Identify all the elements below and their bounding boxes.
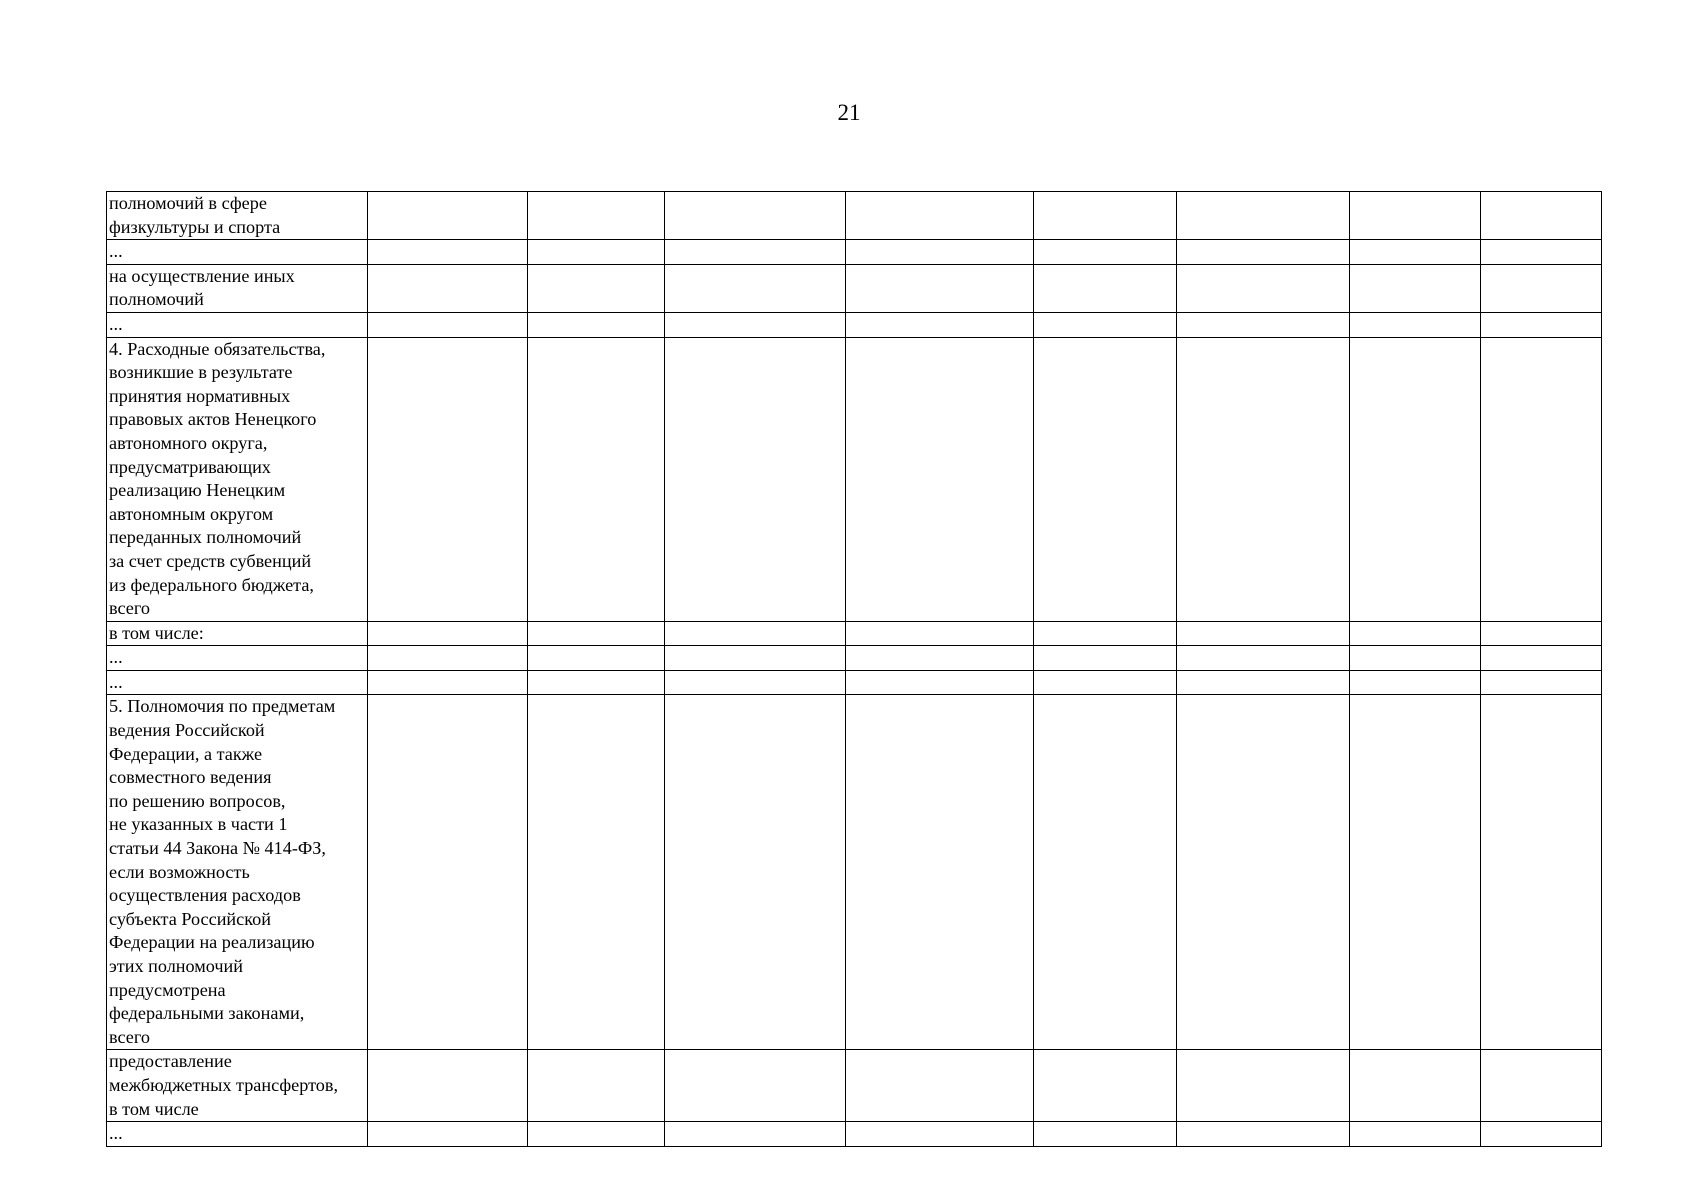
table-cell — [368, 240, 528, 265]
row-label-cell: в том числе: — [107, 621, 368, 646]
table-cell — [846, 695, 1034, 1050]
table-cell — [1177, 264, 1350, 312]
table-cell — [1350, 695, 1481, 1050]
table-cell — [1481, 337, 1602, 621]
table-cell — [1481, 646, 1602, 671]
table-cell — [528, 646, 665, 671]
table-cell — [1350, 312, 1481, 337]
table-cell — [528, 695, 665, 1050]
row-label-cell: ... — [107, 670, 368, 695]
table-cell — [1177, 646, 1350, 671]
row-label-cell: предоставление межбюджетных трансфертов, в том числе — [107, 1050, 368, 1122]
table-cell — [368, 264, 528, 312]
table-cell — [368, 1122, 528, 1147]
table-cell — [1481, 695, 1602, 1050]
table-cell — [665, 670, 846, 695]
table-cell — [1177, 312, 1350, 337]
table-cell — [665, 1050, 846, 1122]
table-cell — [528, 312, 665, 337]
table-cell — [1177, 337, 1350, 621]
table-row — [107, 621, 1602, 646]
table-cell — [368, 337, 528, 621]
row-label-cell: на осуществление иных полномочий — [107, 264, 368, 312]
table-cell — [665, 1122, 846, 1147]
table-cell — [1034, 646, 1177, 671]
table-cell — [1034, 695, 1177, 1050]
table-row — [107, 670, 1602, 695]
table-cell — [1034, 670, 1177, 695]
table-cell — [1177, 1122, 1350, 1147]
table-cell — [528, 1122, 665, 1147]
table-cell — [846, 670, 1034, 695]
table-cell — [368, 1050, 528, 1122]
table-cell — [665, 646, 846, 671]
table-row — [107, 312, 1602, 337]
row-label-cell: ... — [107, 240, 368, 265]
table-cell — [1481, 192, 1602, 240]
table-cell — [1350, 264, 1481, 312]
table-cell — [1481, 312, 1602, 337]
table-cell — [665, 621, 846, 646]
table-cell — [368, 646, 528, 671]
table-row — [107, 695, 1602, 1050]
table-row — [107, 1050, 1602, 1122]
table-cell — [1177, 240, 1350, 265]
table-row — [107, 264, 1602, 312]
table-cell — [1177, 192, 1350, 240]
table-cell — [528, 670, 665, 695]
table-cell — [1481, 240, 1602, 265]
table-cell — [1350, 1122, 1481, 1147]
table-cell — [528, 621, 665, 646]
table-cell — [368, 192, 528, 240]
table-cell — [846, 240, 1034, 265]
table-cell — [1034, 621, 1177, 646]
table-cell — [665, 264, 846, 312]
row-label-cell: 5. Полномочия по предметам ведения Российской Федерации, а также совместного ведения по решению вопросов, не указанных в части 1 статьи 44 Закона № 414-ФЗ, если возможность осуществления расходов субъекта Российской Федерации на реализацию этих полномочий предусмотрена федеральными законами, всего — [107, 695, 368, 1050]
table-cell — [1481, 1122, 1602, 1147]
budget-obligations-table — [106, 191, 1602, 1147]
table-cell — [1481, 670, 1602, 695]
table-cell — [528, 1050, 665, 1122]
table-cell — [1034, 1050, 1177, 1122]
table-cell — [1177, 1050, 1350, 1122]
table-row — [107, 192, 1602, 240]
row-label-cell: полномочий в сфере физкультуры и спорта — [107, 192, 368, 240]
table-cell — [1350, 337, 1481, 621]
table-cell — [1350, 192, 1481, 240]
table-cell — [665, 240, 846, 265]
row-label-cell: 4. Расходные обязательства, возникшие в результате принятия нормативных правовых актов Ненецкого автономного округа, предусматривающих реализацию Ненецким автономным округом переданных полномочий за счет средств субвенций из федерального бюджета, всего — [107, 337, 368, 621]
table-cell — [368, 621, 528, 646]
table-cell — [846, 192, 1034, 240]
page-number: 21 — [837, 100, 861, 125]
table-cell — [1350, 240, 1481, 265]
row-label-cell: ... — [107, 312, 368, 337]
table-cell — [1034, 1122, 1177, 1147]
table-cell — [528, 240, 665, 265]
table-cell — [528, 192, 665, 240]
row-label-cell: ... — [107, 646, 368, 671]
table-row — [107, 240, 1602, 265]
table-cell — [368, 695, 528, 1050]
table-cell — [1034, 240, 1177, 265]
table-cell — [368, 312, 528, 337]
table-cell — [846, 1122, 1034, 1147]
table-cell — [1350, 670, 1481, 695]
table-cell — [1481, 264, 1602, 312]
table-cell — [528, 264, 665, 312]
table-cell — [1481, 1050, 1602, 1122]
table-cell — [846, 621, 1034, 646]
table-cell — [665, 312, 846, 337]
table-cell — [1034, 264, 1177, 312]
table-cell — [846, 337, 1034, 621]
table-cell — [1177, 695, 1350, 1050]
table-cell — [665, 192, 846, 240]
row-label-cell: ... — [107, 1122, 368, 1147]
table-row — [107, 646, 1602, 671]
table-cell — [665, 695, 846, 1050]
table-cell — [1034, 192, 1177, 240]
table-cell — [1350, 621, 1481, 646]
table-row — [107, 337, 1602, 621]
table-cell — [368, 670, 528, 695]
table-cell — [1177, 621, 1350, 646]
table-cell — [846, 264, 1034, 312]
table-cell — [1034, 337, 1177, 621]
table-cell — [846, 312, 1034, 337]
table-cell — [665, 337, 846, 621]
table-cell — [528, 337, 665, 621]
table-cell — [846, 1050, 1034, 1122]
table-cell — [1034, 312, 1177, 337]
table-cell — [1481, 621, 1602, 646]
table-cell — [846, 646, 1034, 671]
table-cell — [1350, 646, 1481, 671]
table-cell — [1350, 1050, 1481, 1122]
table-cell — [1177, 670, 1350, 695]
table-row — [107, 1122, 1602, 1147]
